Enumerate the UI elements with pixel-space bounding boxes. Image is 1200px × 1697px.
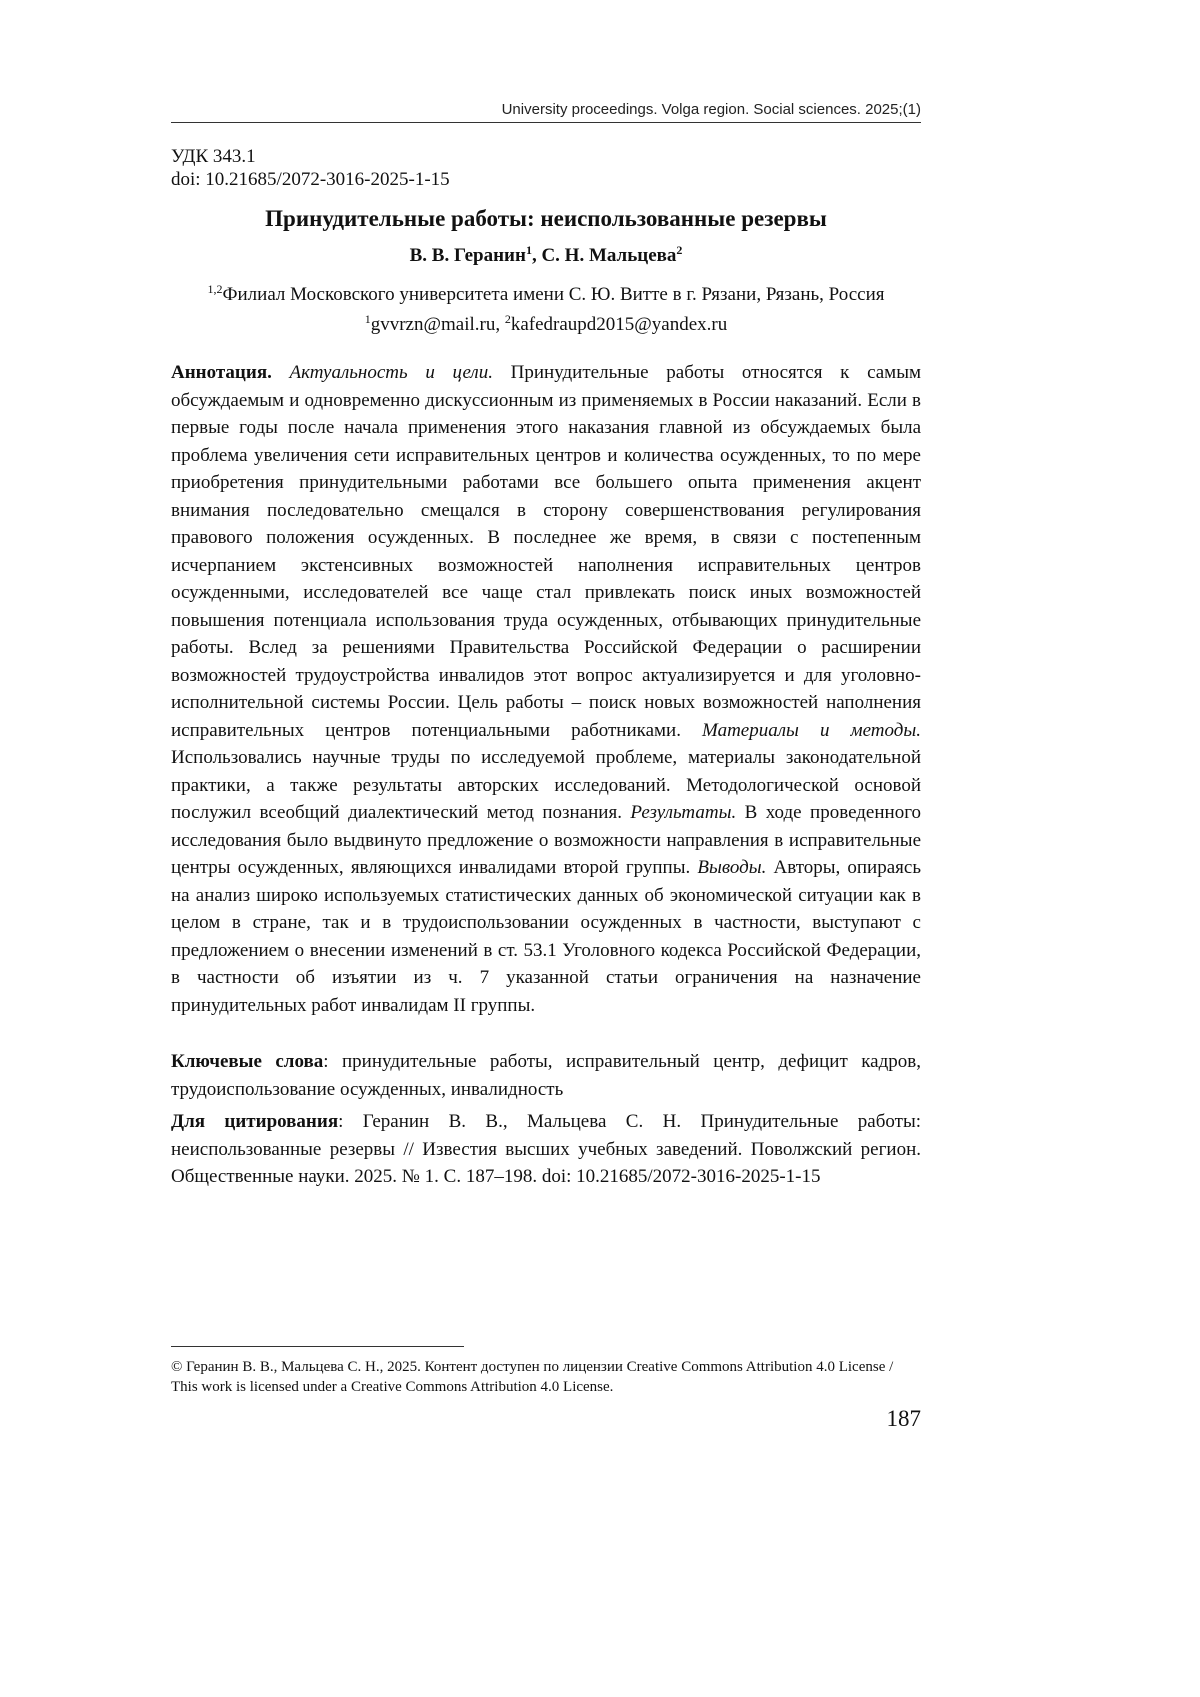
license-line-1: © Геранин В. В., Мальцева С. Н., 2025. Контент доступен по лицензии Creative Commons Attribution 4.0 License / [171, 1359, 894, 1375]
abstract-goals-label: Актуальность и цели. [289, 362, 493, 383]
abstract-conclusions-label: Выводы. [697, 857, 767, 878]
abstract-results-text: В ходе проведенного исследования было выдвинуто предложение о возможности направления в исправительные центры осужденных, являющихся инвалидами второй группы. [171, 802, 922, 878]
abstract-conclusions-text: Авторы, опираясь на анализ широко используемых статистических данных об экономической ситуации как в целом в стране, так и в трудоиспользовании осужденных в частности, выступают с предложением о внесении изменений в ст. 53.1 Уголовного кодекса Российской Федерации, в частности об изъятии из ч. 7 указанной статьи ограничения на назначение принудительных работ инвалидам II группы. [171, 857, 921, 1016]
author-2-sup: 2 [676, 243, 683, 257]
running-header: University proceedings. Volga region. Social sciences. 2025;(1) [171, 101, 921, 123]
abstract-label: Аннотация. [171, 362, 272, 383]
abstract [171, 359, 921, 1019]
author-1-sup: 1 [525, 243, 532, 257]
citation [171, 1108, 921, 1191]
license-footnote [171, 1357, 921, 1397]
email-2: kafedraupd2015@yandex.ru [510, 314, 728, 335]
affiliation-sup: 1,2 [207, 282, 223, 296]
affiliation-text: Филиал Московского университета имени С. Ю. Витте в г. Рязани, Рязань, Россия [222, 284, 885, 305]
author-1: В. В. Геранин [409, 245, 526, 266]
abstract-goals-text: Принудительные работы относятся к самым обсуждаемым и одновременно дискуссионным из применяемых в России наказаний. Если в первые годы после начала применения этого наказания главной из обсуждаемых была проблема увеличения сети исправительных центров и количества осужденных, то по мере приобретения принудительными работами все большего опыта применения акцент внимания последовательно смещался в сторону совершенствования регулирования правового положения осужденных. В последнее же время, в связи с постепенным исчерпанием экстенсивных возможностей наполнения исправительных центров осужденными, исследователей все чаще стал привлекать поиск иных возможностей повышения потенциала использования труда осужденных, отбывающих принудительные работы. Вслед за решениями Правительства Российской Федерации о расширении возможностей трудоустройства инвалидов этот вопрос актуализируется и для уголовно-исполнительной системы России. Цель работы – поиск новых возможностей наполнения исправительных центров потенциальными работниками. [171, 362, 921, 741]
page-number: 187 [886, 1406, 921, 1431]
abstract-methods-label: Материалы и методы. [702, 719, 922, 741]
abstract-results-label: Результаты. [630, 802, 737, 823]
affiliation [171, 280, 921, 310]
license-line-2: This work is licensed under a Creative Commons Attribution 4.0 License. [171, 1379, 614, 1395]
email-separator: , [495, 314, 505, 335]
citation-text: : Геранин В. В., Мальцева С. Н. Принудительные работы: неиспользованные резервы // Известия высших учебных заведений. Поволжский регион. Общественные науки. 2025. № 1. С. 187–198. doi: 10.21685/2072-3016-2025-1-15 [171, 1111, 922, 1187]
email-1-sup: 1 [364, 312, 371, 326]
keywords-text: : принудительные работы, исправительный центр, дефицит кадров, трудоиспользование осужденных, инвалидность [171, 1051, 921, 1100]
doi: doi: 10.21685/2072-3016-2025-1-15 [171, 169, 450, 190]
email-1: gvvrzn@mail.ru [370, 314, 496, 335]
emails [171, 310, 921, 340]
keywords [171, 1048, 921, 1103]
affiliation-block [171, 280, 921, 340]
author-2: С. Н. Мальцева [541, 245, 677, 266]
footnote-rule [171, 1346, 464, 1347]
authors-line [171, 245, 921, 267]
citation-label: Для цитирования [171, 1111, 339, 1132]
udc-code: УДК 343.1 [171, 146, 256, 167]
article-title: Принудительные работы: неиспользованные резервы [265, 206, 827, 231]
keywords-label: Ключевые слова [171, 1051, 324, 1072]
email-2-sup: 2 [504, 312, 511, 326]
article-meta [171, 145, 450, 191]
abstract-methods-text: Использовались научные труды по исследуемой проблеме, материалы законодательной практики, а также результаты авторских исследований. Методологической основой послужил всеобщий диалектический метод познания. [171, 747, 921, 823]
authors-separator: , [531, 245, 542, 266]
